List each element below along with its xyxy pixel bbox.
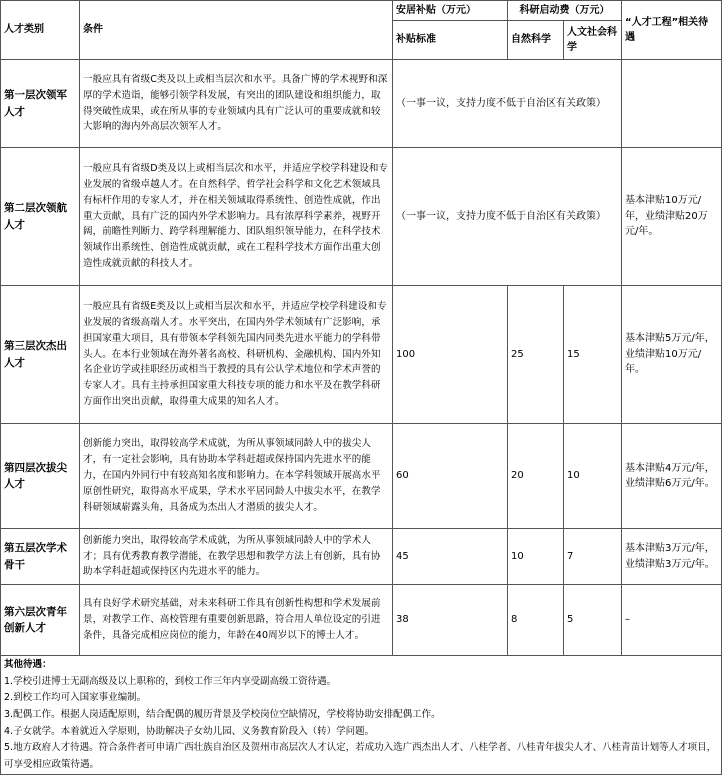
- condition-cell: 具有良好学术研究基础，对未来科研工作具有创新性构想和学术发展前景，对教学工作、高校管理有重要创新思路，符合用人单位设定的引进条件，具备完成相应岗位的能力，年龄在40周岁以下的博士人才。: [80, 585, 393, 656]
- table-row: [1, 286, 722, 424]
- settle-cell: 60: [393, 424, 508, 529]
- category-cell: 第五层次学术骨干: [1, 529, 80, 585]
- settle-cell: 38: [393, 585, 508, 656]
- natural-cell: 10: [508, 529, 564, 585]
- header-research-group: 科研启动费（万元）: [508, 1, 622, 21]
- natural-cell: 20: [508, 424, 564, 529]
- note-item: 2.到校工作均可入国家事业编制。: [4, 692, 147, 704]
- header-condition: 条件: [80, 1, 393, 60]
- note-item: 1.学校引进博士无副高级及以上职称的，到校工作三年内享受副高级工资待遇。: [4, 675, 337, 687]
- header-settle-group: 安居补贴（万元）: [393, 1, 508, 21]
- category-cell: 第三层次杰出人才: [1, 286, 80, 424]
- humanities-cell: 5: [564, 585, 622, 656]
- category-cell: 第二层次领航人才: [1, 148, 80, 286]
- policy-cell: （一事一议，支持力度不低于自治区有关政策）: [393, 148, 622, 286]
- table-row: [1, 529, 722, 585]
- note-item: 4.子女就学。本着就近入学原则，协助解决子女幼儿园、义务教育阶段入（转）学问题。: [4, 725, 375, 737]
- header-category: 人才类别: [1, 1, 80, 60]
- other-benefits-cell: [1, 656, 722, 775]
- table-row: [1, 60, 722, 148]
- settle-cell: 100: [393, 286, 508, 424]
- natural-cell: 25: [508, 286, 564, 424]
- condition-cell: 一般应具有省级D类及以上或相当层次和水平，并适应学校学科建设和专业发展的省级卓越人才。在自然科学、哲学社会科学和文化艺术领域具有标杆作用的专家人才，并在相关领域取得系统性、创造性成就，作出重大贡献，具有广泛的国内外学术影响力。具有浓厚科学素养，视野开阔，前瞻性判断力、跨学科理解能力、团队组织领导能力，在科学技术领域作出系统性、创造性成就贡献，或在工程科学技术方面作出重大创造性成就贡献的科技人才。: [80, 148, 393, 286]
- notes-row: [1, 656, 722, 775]
- humanities-cell: 7: [564, 529, 622, 585]
- category-cell: 第六层次青年创新人才: [1, 585, 80, 656]
- header-natural-science: 自然科学: [508, 21, 564, 60]
- project-cell: –: [622, 585, 722, 656]
- project-cell: 基本津贴4万元/年，业绩津贴6万元/年。: [622, 424, 722, 529]
- project-cell: 基本津贴3万元/年，业绩津贴3万元/年。: [622, 529, 722, 585]
- natural-cell: 8: [508, 585, 564, 656]
- settle-cell: 45: [393, 529, 508, 585]
- humanities-cell: 15: [564, 286, 622, 424]
- condition-cell: 创新能力突出，取得较高学术成就，为所从事领域同龄人中的拔尖人才，有一定社会影响，具有协助本学科赶超或保持国内先进水平的能力，在国内外同行中有较高知名度和影响力。在本学科领域开展高水平原创性研究，取得高水平成果，学术水平居同龄人中拔尖水平，在教学科研领域崭露头角，具备成为杰出人才潜质的拔尖人才。: [80, 424, 393, 529]
- note-item: 3.配偶工作。根据人岗适配原则，结合配偶的履历背景及学校岗位空缺情况，学校将协助安排配偶工作。: [4, 708, 441, 720]
- project-cell: 基本津贴5万元/年，业绩津贴10万元/年。: [622, 286, 722, 424]
- table-row: [1, 585, 722, 656]
- condition-cell: 一般应具有省级C类及以上或相当层次和水平。具备广博的学术视野和深厚的学术造诣，能够引领学科发展，有突出的团队建设和组织能力，取得突破性成果，或在所从事的专业领域内具有广泛认可的重要成就和较大影响的海内外高层次领军人才。: [80, 60, 393, 148]
- category-cell: 第四层次拔尖人才: [1, 424, 80, 529]
- table-row: [1, 148, 722, 286]
- condition-cell: 一般应具有省级E类及以上或相当层次和水平，并适应学校学科建设和专业发展的省级高端人才。水平突出，在国内外学术领域有广泛影响，承担国家重大项目，具有带领本学科领先国内同类先进水平能力的学科带头人。在本行业领域在海外著名高校、科研机构、金融机构、国内外知名企业访学或挂职经历或相当于教授的具有公认学术地位和学术声誉的专家人才。具有主持承担国家重大科技专项的能力和水平及在教学科研方面作出突出贡献，取得重大成果的知名人才。: [80, 286, 393, 424]
- header-talent-project: “人才工程”相关待遇: [622, 1, 722, 60]
- humanities-cell: 10: [564, 424, 622, 529]
- table-row: [1, 424, 722, 529]
- notes-title: 其他待遇：: [4, 659, 52, 670]
- header-humanities: 人文社会科学: [564, 21, 622, 60]
- policy-cell: （一事一议，支持力度不低于自治区有关政策）: [393, 60, 622, 148]
- note-item: 5.地方政府人才待遇。符合条件者可申请广西壮族自治区及贺州市高层次人才认定，若成功入选广西杰出人才、八桂学者、八桂青年拔尖人才、八桂青苗计划等人才项目，可享受相应政策待遇。: [4, 742, 717, 770]
- project-cell: 基本津贴10万元/年，业绩津贴20万元/年。: [622, 148, 722, 286]
- project-cell: [622, 60, 722, 148]
- condition-cell: 创新能力突出，取得较高学术成就，为所从事领域同龄人中的学术人才；具有优秀教育教学潜能，在教学思想和教学方法上有创新，具有协助本学科赶超或保持区内先进水平的能力。: [80, 529, 393, 585]
- header-settle-standard: 补贴标准: [393, 21, 508, 60]
- category-cell: 第一层次领军人才: [1, 60, 80, 148]
